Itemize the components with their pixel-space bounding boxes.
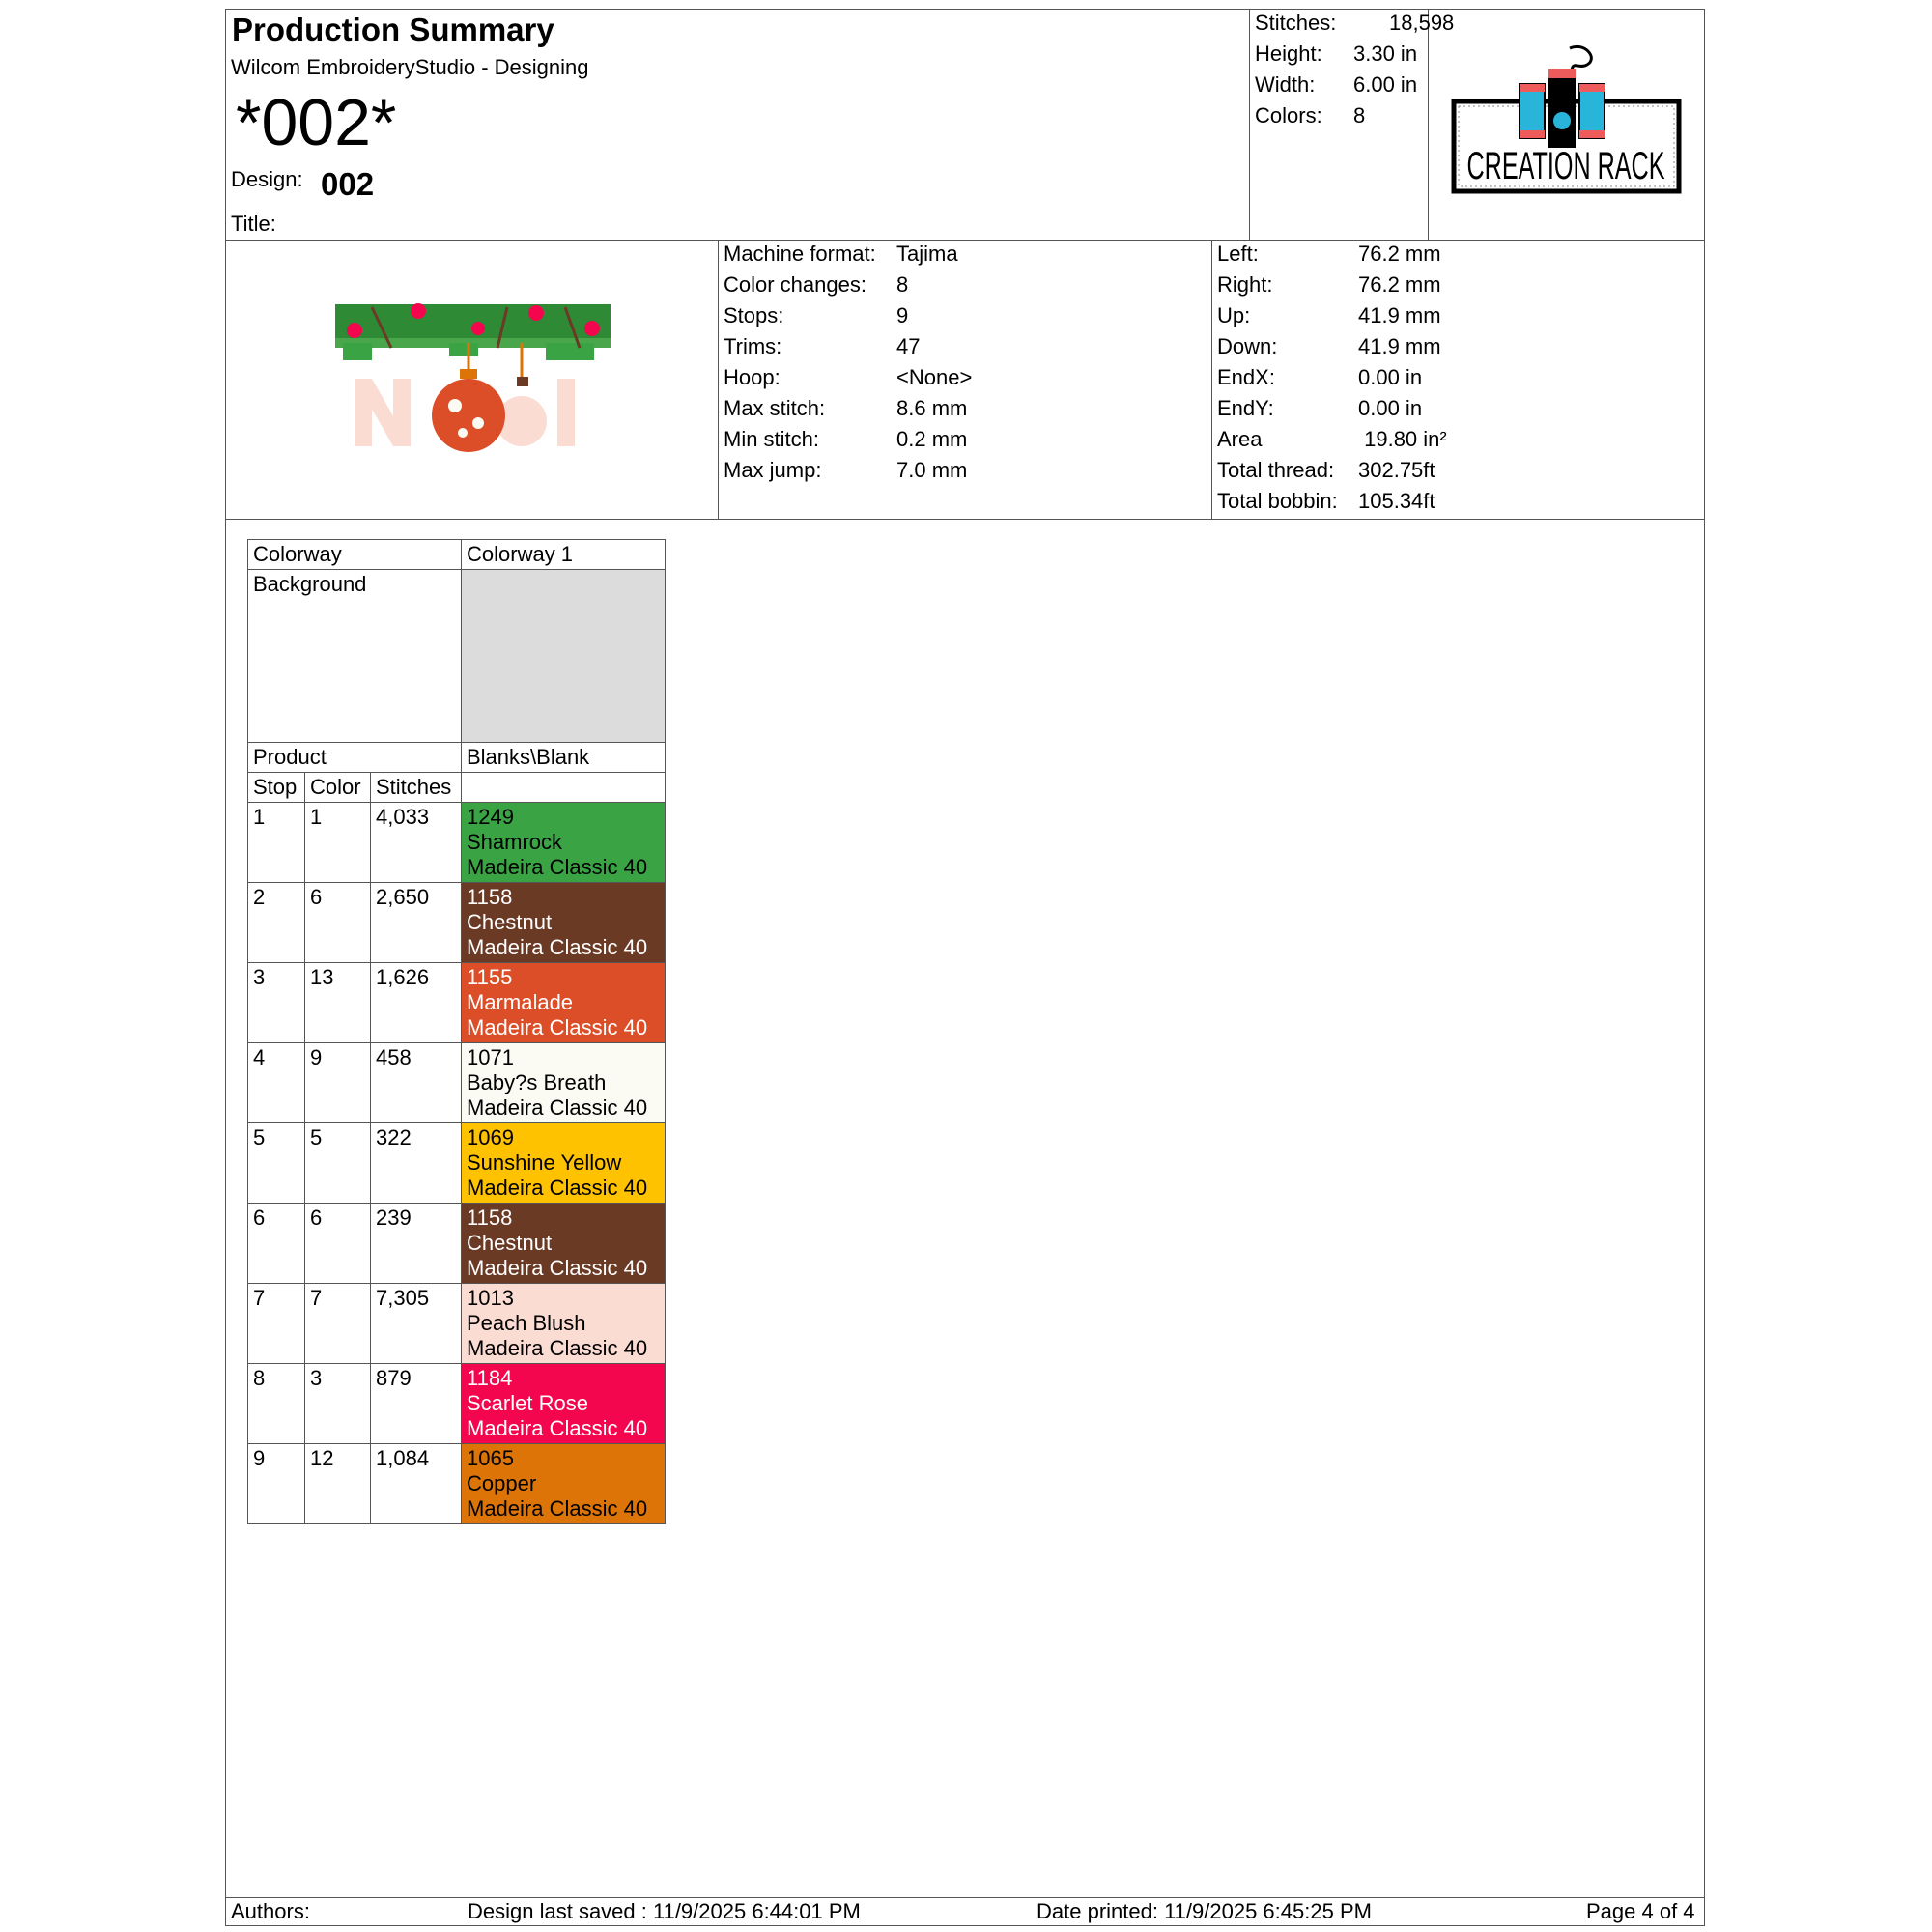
thread-code: 1071 [467,1045,514,1069]
colorway-label: Colorway [248,540,462,570]
colorway-value: Colorway 1 [462,540,666,570]
column-header-color: Color [305,773,371,803]
machine-value: <None> [896,365,973,389]
thread-brand: Madeira Classic 40 [467,1176,648,1200]
thread-swatch [462,1043,666,1123]
stop-cell: 5 [248,1123,305,1204]
thread-swatch [462,963,666,1043]
stop-cell: 9 [248,1444,305,1524]
extent-label: Area [1217,427,1263,451]
thread-brand: Madeira Classic 40 [467,1015,648,1039]
thread-code: 1013 [467,1286,514,1310]
summary-value: 3.30 in [1353,42,1418,66]
table-row [248,570,666,743]
color-cell: 9 [305,1043,371,1123]
footer-saved: Design last saved : 11/9/2025 6:44:01 PM [468,1899,861,1923]
summary-label: Stitches: [1255,11,1337,35]
divider [1428,9,1429,241]
machine-label: Trims: [724,334,782,358]
stitches-cell: 7,305 [371,1284,462,1364]
thread-code: 1065 [467,1446,514,1470]
machine-value: 8 [896,272,909,297]
thread-name: Scarlet Rose [467,1391,588,1415]
christmas-garland-icon [335,303,611,360]
thread-code: 1158 [467,885,513,909]
product-label: Product [248,743,462,773]
machine-value: 47 [896,334,921,358]
summary-label: Colors: [1255,103,1322,128]
stitches-cell: 1,626 [371,963,462,1043]
divider [225,1897,1705,1898]
column-header-thread [462,773,666,803]
stitches-cell: 2,650 [371,883,462,963]
color-cell: 13 [305,963,371,1043]
summary-value: 8 [1353,103,1366,128]
design-value: 002 [321,166,375,202]
table-row [248,540,666,570]
thread-brand: Madeira Classic 40 [467,1095,648,1120]
stop-cell: 4 [248,1043,305,1123]
thread-name: Marmalade [467,990,574,1014]
column-header-stop: Stop [248,773,305,803]
table-row [248,803,666,883]
table-header-row [248,773,666,803]
extent-value: 0.00 in [1358,365,1423,389]
thread-code: 1155 [467,965,513,989]
extent-label: EndY: [1217,396,1274,420]
extent-value: 105.34ft [1358,489,1435,513]
thread-brand: Madeira Classic 40 [467,855,648,879]
thread-swatch [462,1284,666,1364]
stitches-cell: 4,033 [371,803,462,883]
footer-authors: Authors: [231,1899,310,1923]
thread-name: Baby?s Breath [467,1070,607,1094]
machine-value: 9 [896,303,909,327]
machine-label: Min stitch: [724,427,820,451]
thread-code: 1249 [467,805,514,829]
extent-value: 0.00 in [1358,396,1423,420]
divider [225,519,1705,520]
background-swatch [462,570,666,743]
machine-value: 0.2 mm [896,427,968,451]
machine-label: Max stitch: [724,396,826,420]
summary-value: 6.00 in [1353,72,1418,97]
stop-cell: 1 [248,803,305,883]
thread-name: Sunshine Yellow [467,1151,622,1175]
thread-brand: Madeira Classic 40 [467,1336,648,1360]
extent-label: Right: [1217,272,1273,297]
thread-name: Copper [467,1471,537,1495]
machine-label: Max jump: [724,458,822,482]
extent-label: Up: [1217,303,1251,327]
title-label: Title: [231,212,276,236]
extent-value: 302.75ft [1358,458,1435,482]
machine-value: 7.0 mm [896,458,968,482]
thread-swatch [462,1123,666,1204]
design-label: Design: [231,167,303,191]
stop-cell: 3 [248,963,305,1043]
footer-printed: Date printed: 11/9/2025 6:45:25 PM [1037,1899,1372,1923]
stitches-cell: 239 [371,1204,462,1284]
extent-label: EndX: [1217,365,1275,389]
divider [718,240,719,520]
thread-swatch [462,883,666,963]
table-row [248,1043,666,1123]
divider [1211,240,1212,520]
table-row [248,1364,666,1444]
extent-value: 76.2 mm [1358,272,1441,297]
thread-name: Shamrock [467,830,563,854]
thread-code: 1158 [467,1206,513,1230]
machine-value: 8.6 mm [896,396,968,420]
stitches-cell: 1,084 [371,1444,462,1524]
extent-label: Total bobbin: [1217,489,1338,513]
stop-cell: 2 [248,883,305,963]
extent-label: Total thread: [1217,458,1335,482]
column-header-stitches: Stitches [371,773,462,803]
divider [225,240,1705,241]
background-label: Background [248,570,462,743]
machine-label: Hoop: [724,365,781,389]
thread-swatch [462,1364,666,1444]
creation-rack-logo [1444,43,1681,203]
page-subtitle: Wilcom EmbroideryStudio - Designing [231,55,589,79]
extent-label: Down: [1217,334,1278,358]
table-row [248,963,666,1043]
thread-swatch [462,803,666,883]
thread-name: Chestnut [467,910,553,934]
stop-cell: 8 [248,1364,305,1444]
table-row [248,1204,666,1284]
stitches-cell: 879 [371,1364,462,1444]
table-row [248,883,666,963]
thread-code: 1184 [467,1366,513,1390]
color-cell: 1 [305,803,371,883]
color-cell: 12 [305,1444,371,1524]
stop-cell: 7 [248,1284,305,1364]
table-row [248,1444,666,1524]
footer-page: Page 4 of 4 [1586,1899,1695,1923]
divider [1249,9,1250,241]
summary-label: Width: [1255,72,1316,97]
extent-value: 41.9 mm [1358,303,1441,327]
colorway-table [247,539,666,1524]
stitches-cell: 458 [371,1043,462,1123]
thread-swatch [462,1444,666,1524]
thread-name: Peach Blush [467,1311,586,1335]
stop-cell: 6 [248,1204,305,1284]
machine-label: Color changes: [724,272,867,297]
extent-value: 41.9 mm [1358,334,1441,358]
color-cell: 6 [305,883,371,963]
machine-label: Stops: [724,303,784,327]
extent-value: 19.80 in² [1358,427,1447,451]
extent-label: Left: [1217,242,1259,266]
thread-brand: Madeira Classic 40 [467,935,648,959]
color-cell: 6 [305,1204,371,1284]
table-row [248,1123,666,1204]
color-cell: 3 [305,1364,371,1444]
page-title: Production Summary [232,12,554,47]
summary-value: 18,598 [1389,11,1455,35]
thread-name: Chestnut [467,1231,553,1255]
color-cell: 7 [305,1284,371,1364]
thread-brand: Madeira Classic 40 [467,1496,648,1520]
table-row [248,743,666,773]
machine-value: Tajima [896,242,958,266]
summary-label: Height: [1255,42,1322,66]
table-row [248,1284,666,1364]
design-preview-image [333,299,613,459]
extent-value: 76.2 mm [1358,242,1441,266]
logo-text: CREATION RACK [1466,145,1665,187]
thread-code: 1069 [467,1125,514,1150]
machine-label: Machine format: [724,242,876,266]
thread-brand: Madeira Classic 40 [467,1256,648,1280]
thread-swatch [462,1204,666,1284]
stitches-cell: 322 [371,1123,462,1204]
barcode-text: *002* [236,86,397,159]
product-value: Blanks\Blank [462,743,666,773]
color-cell: 5 [305,1123,371,1204]
thread-brand: Madeira Classic 40 [467,1416,648,1440]
